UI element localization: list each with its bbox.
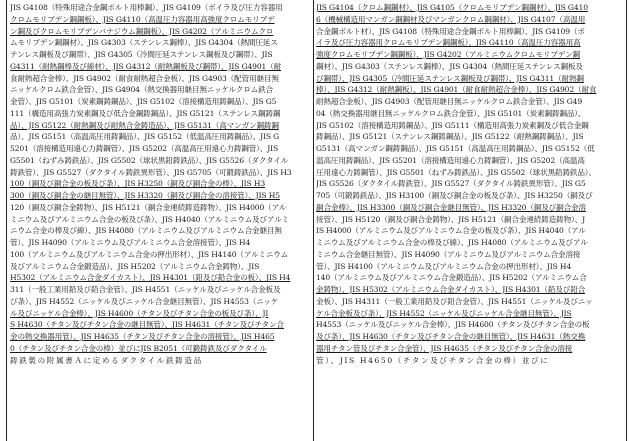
right-column-line: 705（可鍛鋳鉄品）、JIS H3100（銅及び銅合金の板及び条）、JIS H3250（銅及び: [316, 191, 593, 200]
left-column-line: S H4630（チタン及びチタン合金の継目無管）、JIS H4631（チタン及びチタン合: [10, 320, 284, 330]
left-column: [6, 0, 314, 441]
right-column-line: び鋼帯）、JIS G4305（冷間圧延ステンレス鋼板及び鋼帯）、JIS G4311（耐熱鋼: [316, 73, 584, 83]
left-column-line: 5201（溶接構造用遠心力鋳鋼管）、JIS G5202（高温高圧用遠心力鋳鋼管）、JIS: [10, 144, 279, 153]
right-column-line: ケル合金板及び条）、JIS H4552（ニッケル及びニッケル合金継目無管）、JIS: [316, 308, 572, 318]
right-column-line: 強度クロムモリブデン鋼鋼板）、JIS G4202（アルミニウムクロムモリブデン鋼: [316, 50, 580, 59]
right-column-line: 合金鋼ボルト材）、JIS G4108（特殊用途合金鋼ボルト用棒鋼）、JIS G4109（ボ: [316, 26, 585, 36]
right-column-line: JIS G5526（ダクタイル鋳鉄管）、JIS G5527（ダクタイル鋳鉄異形管）、JIS G5: [316, 179, 586, 189]
left-column-line: テンレス鋼板及び鋼帯）、JIS G4305（冷間圧延ステンレス鋼板及び鋼帯）、JIS: [10, 50, 273, 59]
right-column-line: 140（アルミニウム及びアルミニウム合金鍛造品）、JIS H5202（アルミニウム合: [316, 273, 587, 283]
left-column-line: 100（銅及び銅合金の板及び条）、JIS H3250（銅及び銅合金の棒）、JIS H3: [10, 179, 266, 189]
left-column-line: G5501（ねずみ鋳鉄品）、JIS G5502（球状黒鉛鋳鉄品）、JIS G5526（ダクタイル: [10, 155, 289, 165]
left-column-line: JIS G4108（特殊用途合金鋼ボルト用棒鋼）、JIS G4109（ボイラ及び圧力容器用: [10, 3, 283, 12]
right-column-line: 温高圧用鋳鋼品）、JIS G5201（溶接構造用遠心力鋳鋼管）、JIS G5202（高温高: [316, 155, 585, 165]
right-column-line: 6（機械構造用マンガン鋼鋼材及びマンガンクロム鋼鋼材）、JIS G4107（高温用: [316, 14, 586, 24]
right-column-line: 管）、JIS H4100（アルミニウム及びアルミニウム合金の押出形材）、JIS H4: [316, 261, 572, 271]
left-column-line: 品）、JIS G5122（耐熱鋼及び耐熱合金鋳造品）、JIS G5131（高マンガン鋼鋳鋼: [10, 120, 279, 130]
right-column-line: 金板）、JIS H4311（一般工業用鉛及び鉛合金管）、JIS H4551（ニッケル及びニッ: [316, 296, 593, 306]
right-column-line: 器用チタン管及びチタン合金管）、JIS H4635（チタン及びチタン合金の溶接: [316, 343, 573, 353]
right-column-line: イラ及び圧力容器用クロムモリブデン鋼鋼板）、JIS G4110（高温圧力容器用高: [316, 38, 581, 48]
right-column-line: IS H4000（アルミニウム及びアルミニウム合金の板及び条）、JIS H4040（アル: [316, 226, 586, 236]
left-column-line: H5302（アルミニウム合金ダイカスト）、JIS H4301（鉛及び鉛合金の板）、JIS H4: [10, 273, 291, 283]
left-column-line: 金管）、JIS G5101（炭素鋼鋳鋼品）、JIS G5102（溶接構造用鋳鋼品）、JIS G5: [10, 97, 277, 106]
right-column-line: H4553（ニッケル及びニッケル合金棒）、JIS H4600（チタン及びチタン合金の板: [316, 320, 590, 330]
right-column-line: 管）、JIS H4650（チタン及びチタン合金の棒）並びに: [316, 355, 550, 365]
right-column-line: 鋳鋼品）、JIS G5121（ステンレス鋼鋳鋼品）、JIS G5122（耐熱鋼鋳鋼品）、JIS: [316, 132, 584, 142]
left-column-line: 0（チタン及びチタン合金の棒）並びにJIS B2051（可鍛鋳鉄及びダクタイル: [10, 343, 267, 353]
left-column-line: 管）、JIS H4090（アルミニウム及びアルミニウム合金溶接管）、JIS H4: [10, 238, 251, 247]
left-column-line: 111（構造用高張力炭素鋼及び低合金鋼鋳鋼品）、JIS G5121（ステンレス鋼鋳鋼: [10, 108, 281, 118]
right-column-line: 圧用遠心力鋳鋼管）、JIS G5501（ねずみ鋳鉄品）、JIS G5502（球状黒鉛鋳鉄品）、: [316, 167, 596, 177]
left-column-line: 食耐熱超合金棒）、JIS G4902（耐食耐熱超合金板）、JIS G4903（配管用継目無: [10, 73, 279, 83]
right-column-line: 耐熱超合金板）、JIS G4903（配管用継目無ニッケルクロム鉄合金管）、JIS G49: [316, 97, 583, 106]
left-column-text: [10, 2, 310, 366]
right-column-line: 接管）、JIS H5120（銅及び銅合金鋳物）、JIS H5121（銅合金連続鋳造鋳物）、J: [316, 214, 585, 224]
left-column-line: 品）、JIS G5151（高温高圧用鋳鋼品）、JIS G5152（低温高圧用鋳鋼品）、JIS G: [10, 132, 280, 142]
left-column-line: ル及びニッケル合金棒）、JIS H4600（チタン及びチタン合金の板及び条）、JI: [10, 308, 269, 318]
right-column-line: ミニウム及びアルミニウム合金の棒及び線）、JIS H4080（アルミニウム及びアル: [316, 238, 588, 247]
right-column-line: ミニウム合金継目無管）、JIS H4090（アルミニウム及びアルミニウム合金溶接: [316, 249, 581, 259]
right-column-line: 及び条）、JIS H4630（チタン及びチタン合金の継目無管）、JIS H4631（熱交換: [316, 332, 586, 341]
right-column: [313, 0, 627, 441]
left-column-line: 311（一般工業用鉛及び鉛合金管）、JIS H4551（ニッケル及びニッケル合金板及: [10, 285, 281, 294]
right-column-text: [316, 2, 623, 366]
left-column-line: 鋳鉄管）、JIS G5527（ダクタイル鋳鉄異形管）、JIS G5705（可鍛鋳鉄品）、JIS H3: [10, 167, 292, 177]
right-column-line: 棒）、JIS G4312（耐熱鋼板）、JIS G4901（耐食耐熱超合金棒）、JIS G4902（耐食: [316, 85, 597, 95]
right-column-line: 銅合金棒）、JIS H3300（銅及び銅合金継目無管）、JIS H3320（銅及び銅合金溶: [316, 202, 586, 212]
left-column-line: 及びアルミニウム合金鍛造品）、JIS H5202（アルミニウム合金鋳物）、JIS: [10, 261, 260, 271]
left-column-line: G4311（耐熱鋼棒及び線材）、JIS G4312（耐熱鋼板及び鋼帯）、JIS G4901（耐: [10, 61, 282, 71]
left-column-line: 120（銅及び銅合金鋳物）、JIS H5121（銅合金連続鋳造鋳物）、JIS H4000（アル: [10, 202, 287, 212]
left-column-line: クロムモリブデン鋼鋼板）、JIS G4110（高温圧力容器用高強度クロムモリブデ: [10, 14, 275, 24]
left-column-line: 300（銅及び銅合金の継目無管）、JIS H3320（銅及び銅合金の溶接管）、JIS H5: [10, 191, 280, 200]
left-column-line: ニウム合金の棒及び線）、JIS H4080（アルミニウム及びアルミニウム合金継目無: [10, 226, 282, 236]
right-column-line: JIS G4104（クロム鋼鋼材）、JIS G4105（クロムモリブデン鋼鋼材）、JIS G410: [316, 3, 588, 12]
right-column-line: 04（熱交換器用継目無ニッケルクロム鉄合金管）、JIS G5101（炭素鋼鋳鋼品）、: [316, 108, 586, 118]
left-column-line: 鋳鉄製の附属書Ａに定めるダクタイル鉄鋳造品: [10, 355, 203, 365]
left-column-line: ン鋼及びクロムモリブデンバナジウム鋼鋼板）、JIS G4202（アルミニウムクロ: [10, 26, 274, 36]
right-column-line: 鋼材）、JIS G4303（ステンレス鋼棒）、JIS G4304（熱間圧延ステンレス鋼板及: [316, 61, 583, 71]
left-column-line: 100（アルミニウム及びアルミニウム合金の押出形材）、JIS H4140（アルミニウム: [10, 249, 289, 259]
left-column-line: 金の熱交換器用管）、JIS H4635（チタン及びチタン合金の溶接管）、JIS H465: [10, 332, 275, 341]
right-column-line: 金鋳物）、JIS H5302（アルミニウム合金ダイカスト）、JIS H4301（鉛及び鉛合: [316, 285, 586, 294]
right-column-line: JIS G5102（溶接構造用鋳鋼品）、JIS G5111（構造用高張力炭素鋼及び低合金鋼: [316, 120, 589, 130]
left-column-line: ミニウム及びアルミニウム合金の板及び条）、JIS H4040（アルミニウム及びアルミ: [10, 214, 289, 224]
left-column-line: び条）、JIS H4552（ニッケル及びニッケル合金継目無管）、JIS H4553（ニッケ: [10, 296, 279, 306]
right-column-line: G5131（高マンガン鋼鋳鋼品）、JIS G5151（高温高圧用鋳鋼品）、JIS G5152（低: [316, 144, 595, 153]
left-column-line: ムモリブデン鋼鋼材）、JIS G4303（ステンレス鋼棒）、JIS G4304（熱間圧延ス: [10, 38, 278, 48]
left-column-line: ニッケルクロム鉄合金管）、JIS G4904（熱交換器用継目無ニッケルクロム鉄合: [10, 85, 273, 95]
